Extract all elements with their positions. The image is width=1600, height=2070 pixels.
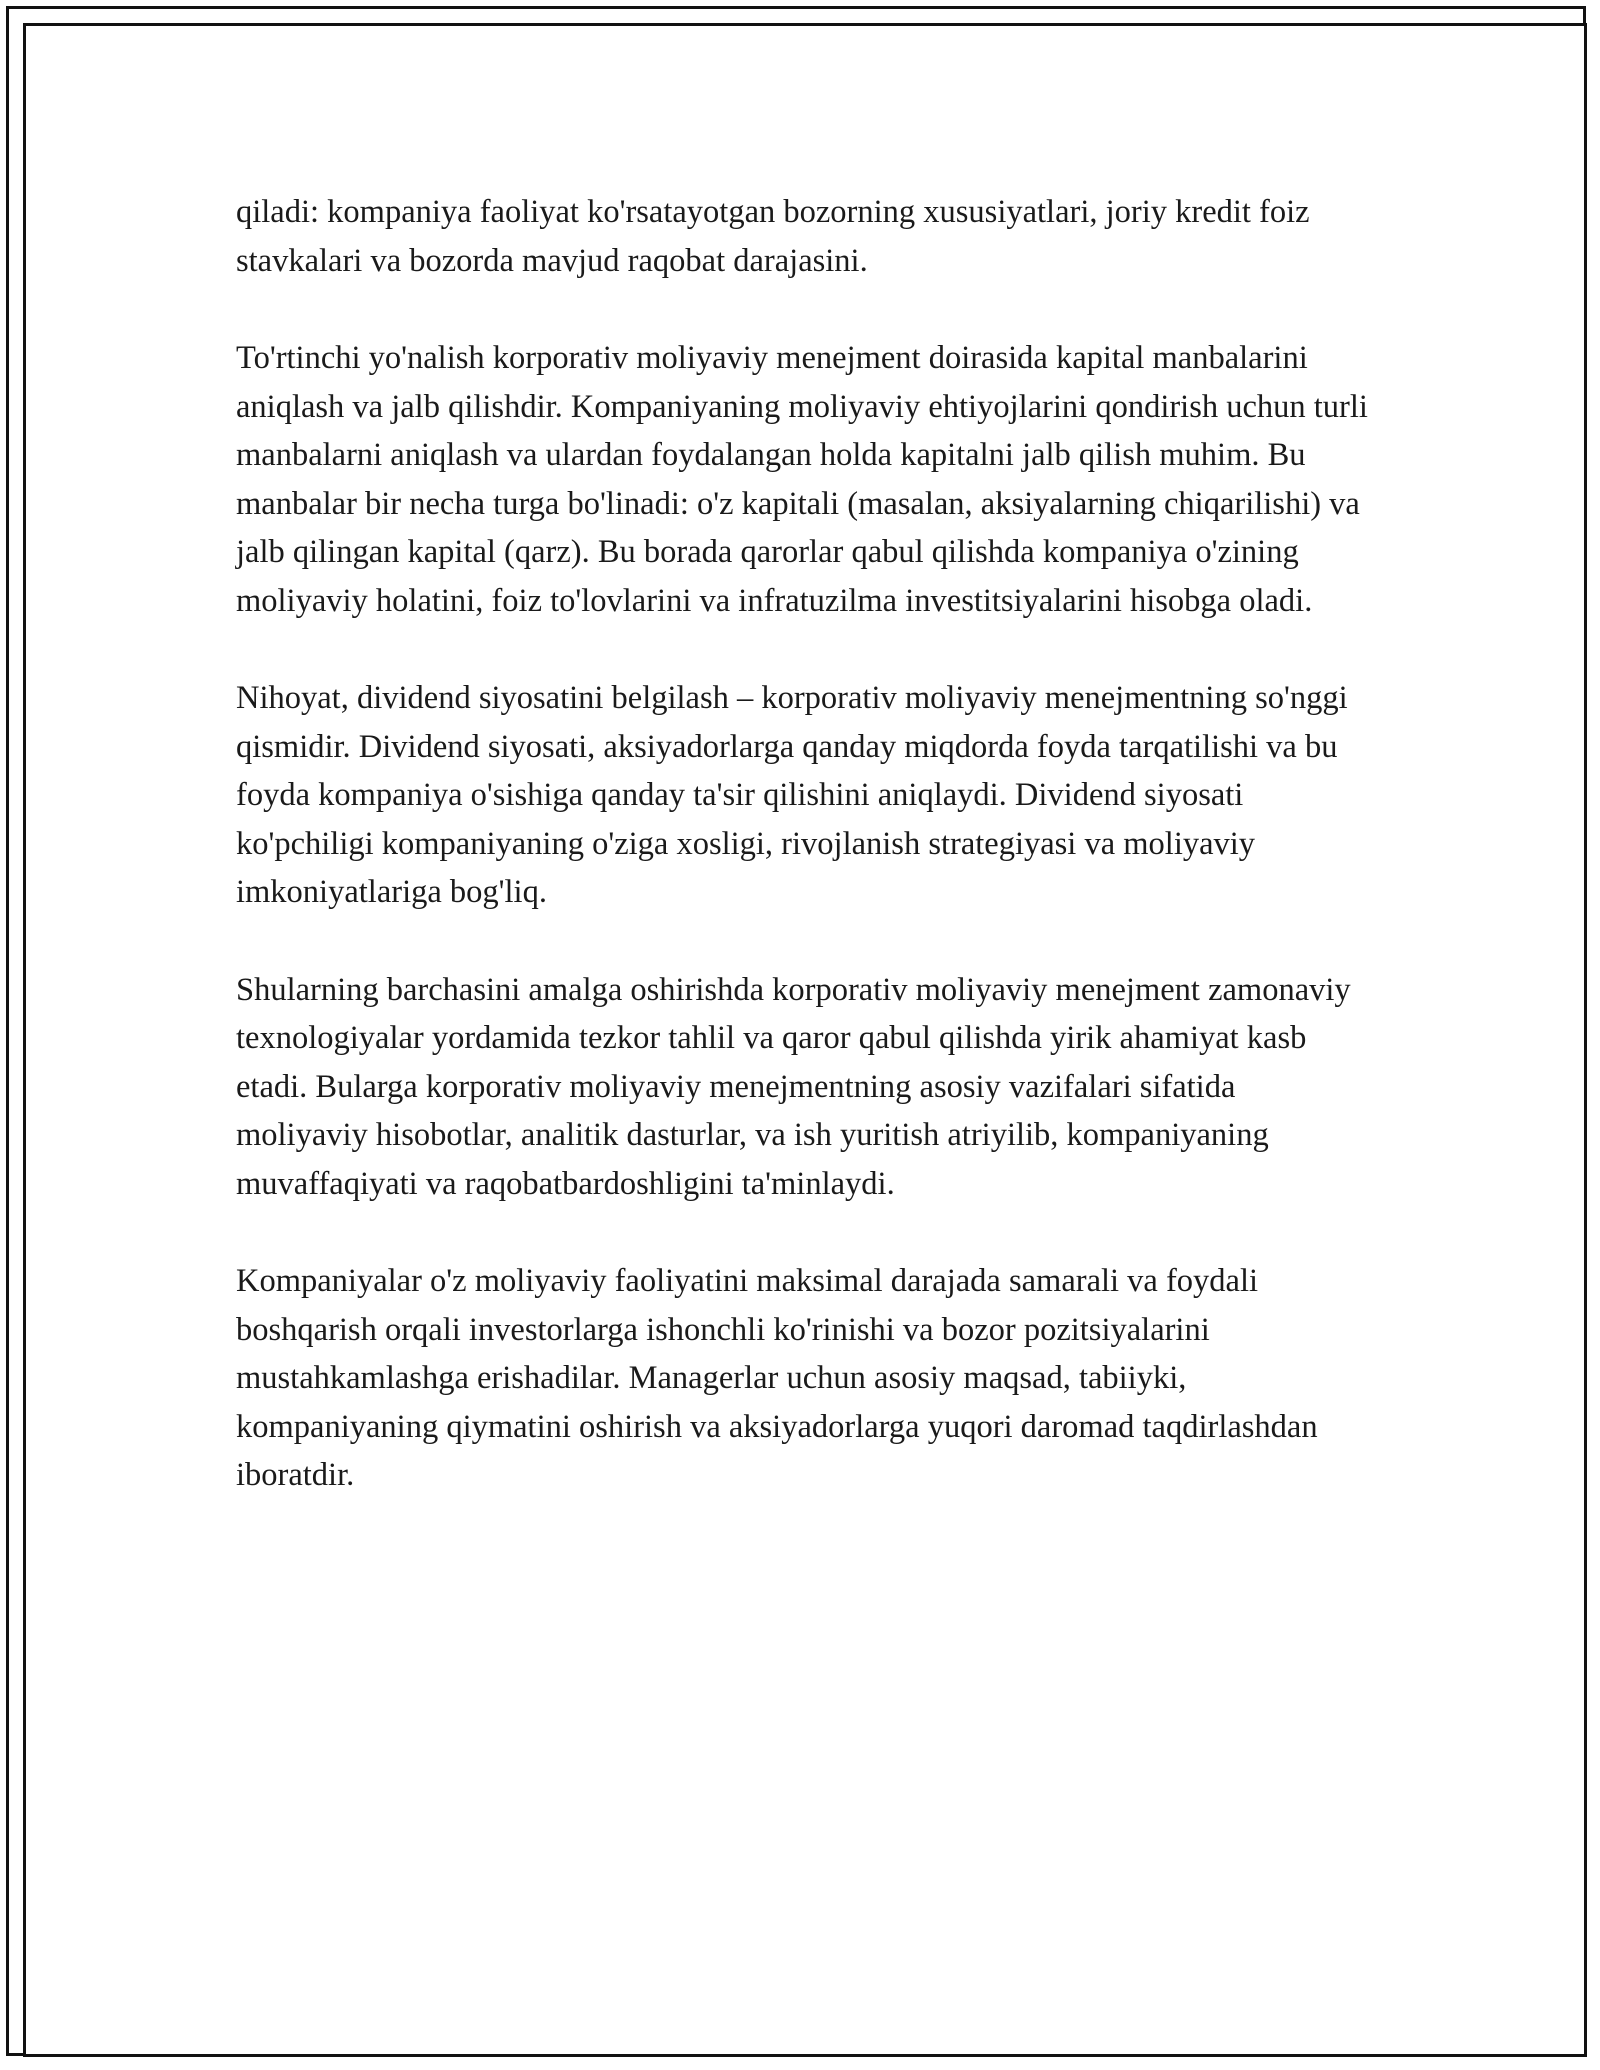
paragraph-1: qiladi: kompaniya faoliyat ko'rsatayotgan bozorning xususiyatlari, joriy kredit foiz stavkalari va bozorda mavjud raqobat darajasini.	[236, 194, 1310, 279]
paragraph-4: Shularning barchasini amalga oshirishda korporativ moliyaviy menejment zamonaviy texnologiyalar yordamida tezkor tahlil va qaror qabul qilishda yirik ahamiyat kasb etadi. Bularga korporativ moliyaviy menejmentning asosiy vazifalari sifatida moliyaviy hisobotlar, analitik dasturlar, va ish yuritish atriyilib, kompaniyaning muvaffaqiyati va raqobatbardoshligini ta'minlaydi.	[236, 971, 1351, 1202]
paragraph-3: Nihoyat, dividend siyosatini belgilash – korporativ moliyaviy menejmentning so'nggi qismidir. Dividend siyosati, aksiyadorlarga qanday miqdorda foyda tarqatilishi va bu foyda kompaniya o'sishiga qanday ta'sir qilishini aniqlaydi. Dividend siyosati ko'pchiligi kompaniyaning o'ziga xosligi, rivojlanish strategiyasi va moliyaviy imkoniyatlariga bog'liq.	[236, 680, 1348, 910]
paragraph-2: To'rtinchi yo'nalish korporativ moliyaviy menejment doirasida kapital manbalarini aniqlash va jalb qilishdir. Kompaniyaning moliyaviy ehtiyojlarini qondirish uchun turli manbalarni aniqlash va ulardan foydalangan holda kapitalni jalb qilish muhim. Bu manbalar bir necha turga bo'linadi: o'z kapitali (masalan, aksiyalarning chiqarilishi) va jalb qilingan kapital (qarz). Bu borada qarorlar qabul qilishda kompaniya o'zining moliyaviy holatini, foiz to'lovlarini va infratuzilma investitsiyalarini hisobga oladi.	[236, 340, 1368, 619]
document-body	[236, 188, 1371, 1549]
paragraph-5: Kompaniyalar o'z moliyaviy faoliyatini maksimal darajada samarali va foydali boshqarish orqali investorlarga ishonchli ko'rinishi va bozor pozitsiyalarini mustahkamlashga erishadilar. Managerlar uchun asosiy maqsad, tabiiyki, kompaniyaning qiymatini oshirish va aksiyadorlarga yuqori daromad taqdirlashdan iboratdir.	[236, 1263, 1318, 1493]
